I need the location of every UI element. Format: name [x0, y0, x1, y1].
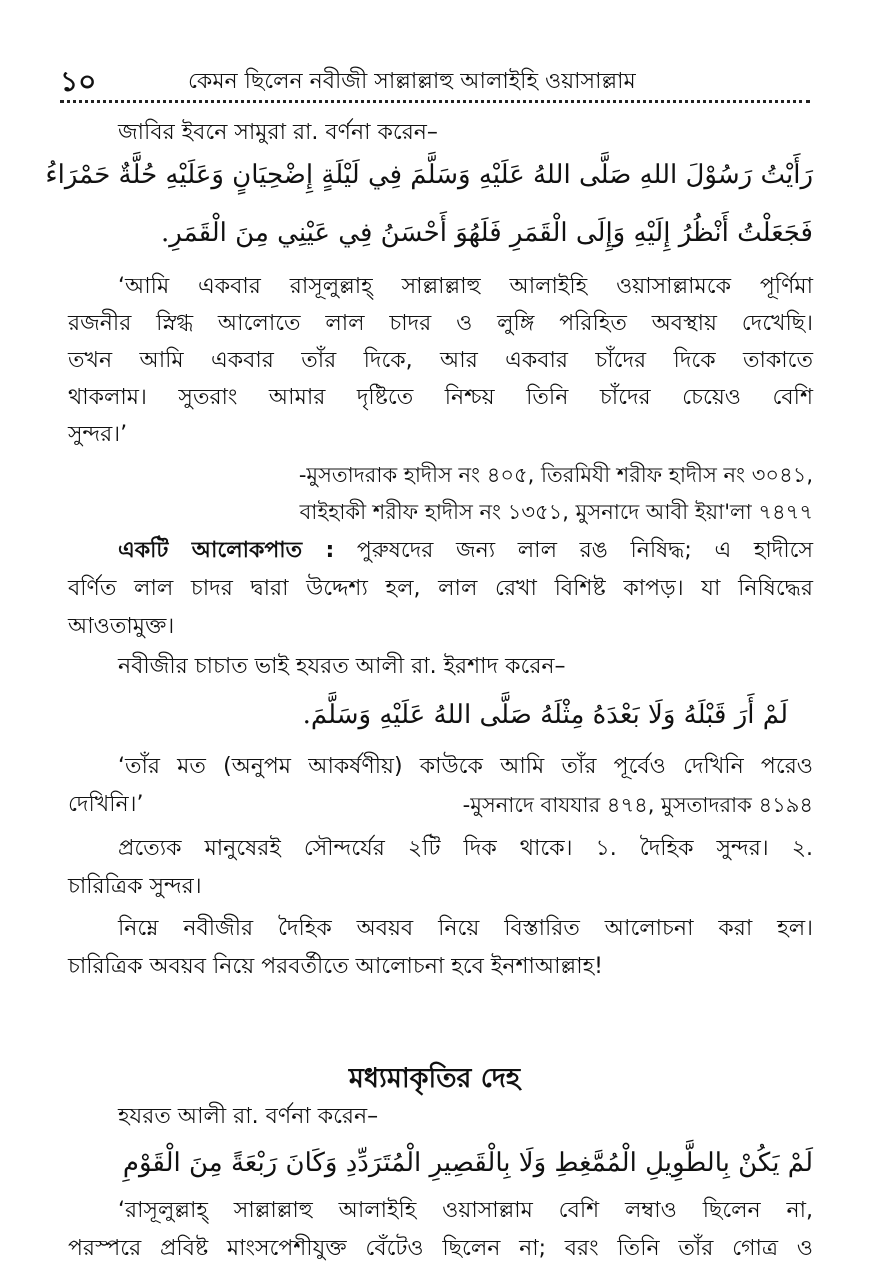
reference-2: -মুসনাদে বাযযার ৪৭৪, মুসতাদরাক ৪১৯৪	[462, 793, 813, 817]
translation-1-line-3: তখন আমি একবার তাঁর দিকে, আর একবার চাঁদের দিকে তাকাতে	[68, 348, 813, 373]
section-arabic-hadith: لَمْ يَكُنْ بِالطَّوِيلِ الْمُمَّغِطِ وَلَا بِالْقَصِيرِ الْمُتَرَدِّدِ وَكَانَ رَبْعَةً مِنَ الْقَوْمِ	[122, 1148, 813, 1178]
note-label: একটি আলোকপাত :	[118, 538, 335, 563]
translation-1-line-2: রজনীর স্নিগ্ধ আলোতে লাল চাদর ও লুঙ্গি পরিহিত অবস্থায় দেখেছি।	[68, 311, 813, 336]
note-text: পুরুষদের জন্য লাল রঙ নিষিদ্ধ; এ হাদীসে	[334, 538, 813, 563]
page-number: ১০	[60, 65, 97, 98]
section-heading: মধ্যমাকৃতির দেহ	[348, 1063, 521, 1094]
translation-1-line-4: থাকলাম। সুতরাং আমার দৃষ্টিতে নিশ্চয় তিনি চাঁদের চেয়েও বেশি	[68, 385, 813, 410]
next-para-line-1: নিম্নে নবীজীর দৈহিক অবয়ব নিয়ে বিস্তারিত আলোচনা করা হল।	[118, 916, 813, 941]
note-line-3: আওতামুক্ত।	[68, 614, 175, 639]
note-line-1	[118, 536, 813, 566]
beauty-para-line-2: চারিত্রিক সুন্দর।	[68, 874, 202, 899]
translation-1-line-5: সুন্দর।’	[68, 422, 128, 447]
hadith-intro-ali: নবীজীর চাচাত ভাই হযরত আলী রা. ইরশাদ করেন–	[118, 654, 566, 679]
reference-1-line-1: -মুসতাদরাক হাদীস নং ৪০৫, তিরমিযী শরীফ হাদীস নং ৩০৪১,	[298, 463, 813, 487]
page-header	[60, 60, 810, 103]
translation-1-line-1: ‘আমি একবার রাসূলুল্লাহ্ সাল্লাল্লাহু আলাইহি ওয়াসাল্লামকে পূর্ণিমা	[118, 274, 813, 299]
hadith-intro-jabir: জাবির ইবনে সামুরা রা. বর্ণনা করেন–	[118, 120, 438, 145]
running-title: কেমন ছিলেন নবীজী সাল্লাল্লাহু আলাইহি ওয়াসাল্লাম	[188, 69, 636, 94]
note-line-2: বর্ণিত লাল চাদর দ্বারা উদ্দেশ্য হল, লাল রেখা বিশিষ্ট কাপড়। যা নিষিদ্ধের	[68, 576, 813, 601]
arabic-hadith-2: لَمْ أَرَ قَبْلَهُ وَلَا بَعْدَهُ مِثْلَهُ صَلَّى اللهُ عَلَيْهِ وَسَلَّمَ.	[302, 700, 788, 730]
translation-2-line-1: ‘তাঁর মত (অনুপম আকর্ষণীয়) কাউকে আমি তাঁর পূর্বেও দেখিনি পরেও	[118, 754, 813, 779]
section-translation-line-1: ‘রাসূলুল্লাহ্ সাল্লাল্লাহু আলাইহি ওয়াসাল্লাম বেশি লম্বাও ছিলেন না,	[118, 1198, 813, 1223]
beauty-para-line-1: প্রত্যেক মানুষেরই সৌন্দর্যের ২টি দিক থাকে। ১. দৈহিক সুন্দর। ২.	[118, 836, 813, 861]
section-intro: হযরত আলী রা. বর্ণনা করেন–	[118, 1104, 379, 1129]
next-para-line-2: চারিত্রিক অবয়ব নিয়ে পরবর্তীতে আলোচনা হবে ইনশাআল্লাহ!	[68, 954, 603, 979]
arabic-hadith-1-line-1: رَأَيْتُ رَسُوْلَ اللهِ صَلَّى اللهُ عَلَيْهِ وَسَلَّمَ فِي لَيْلَةٍ إِضْحِيَانٍ وَعَلَيْهِ حُلَّةٌ حَمْرَاءُ	[45, 160, 813, 190]
reference-1-line-2: বাইহাকী শরীফ হাদীস নং ১৩৫১, মুসনাদে আবী ইয়া'লা ৭৪৭৭	[299, 500, 813, 524]
section-translation-line-2: পরস্পরে প্রবিষ্ট মাংসপেশীযুক্ত বেঁটেও ছিলেন না; বরং তিনি তাঁর গোত্র ও	[68, 1236, 813, 1261]
arabic-hadith-1-line-2: فَجَعَلْتُ أَنْظُرُ إِلَيْهِ وَإِلَى الْقَمَرِ فَلَهُوَ أَحْسَنُ فِي عَيْنِي مِنَ الْقَمَرِ.	[160, 218, 813, 248]
translation-2-line-2: দেখিনি।’	[68, 792, 144, 817]
